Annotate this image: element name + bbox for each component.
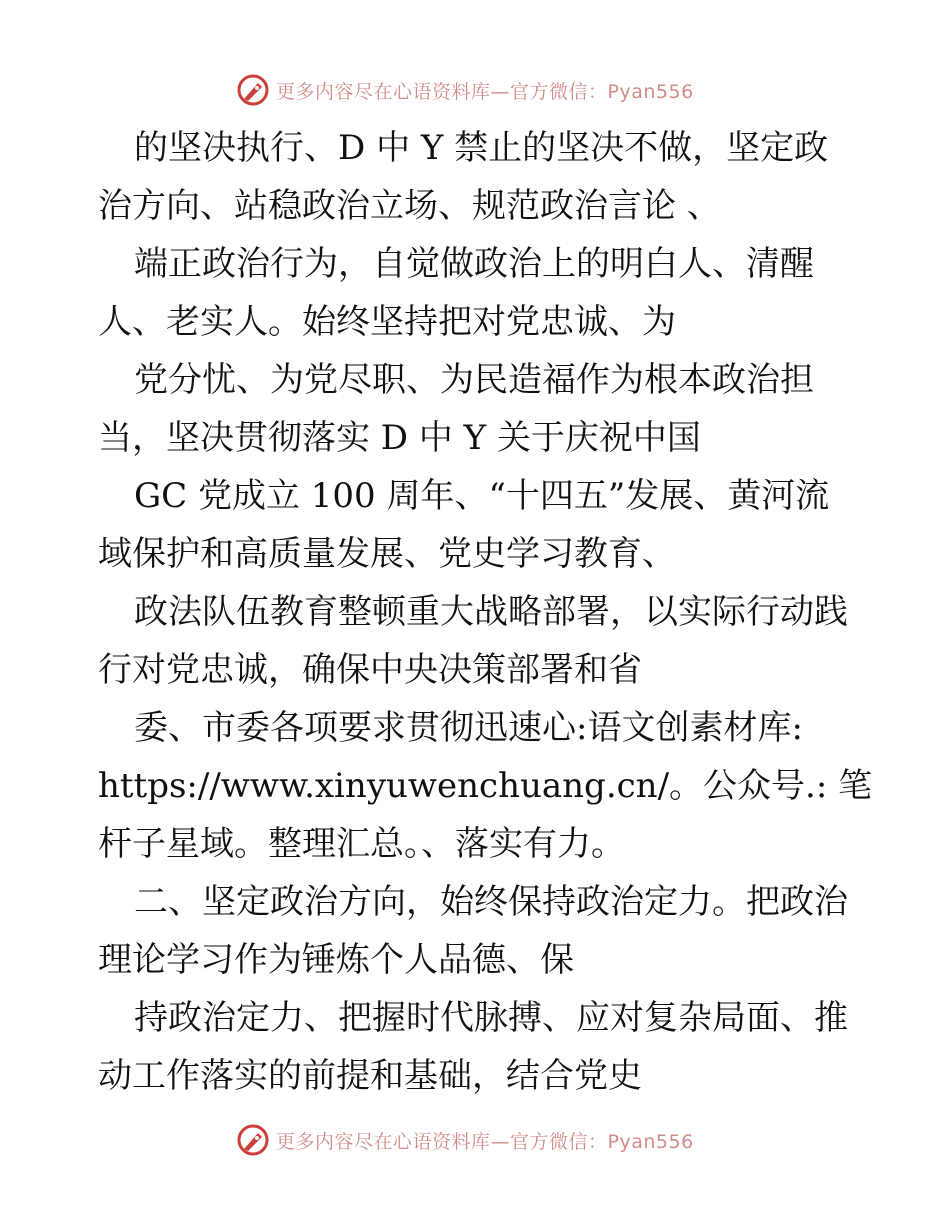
text-line: 行对党忠诚，确保中央决策部署和省 [98,650,642,690]
footer-watermark [236,1122,694,1158]
pen-nib-logo-icon [236,1123,270,1157]
text-line: 二、坚定政治方向，始终保持政治定力。把政治 [134,882,848,922]
text-line: https://www.xinyuwenchuang.cn/。公众号.: 笔 [98,766,873,806]
text-line: 的坚决执行、D 中 Y 禁止的坚决不做，坚定政 [134,128,829,168]
text-line: 当，坚决贯彻落实 D 中 Y 关于庆祝中国 [98,418,701,458]
text-line: 党分忧、为党尽职、为民造福作为根本政治担 [134,360,814,400]
pen-nib-logo-icon [236,73,270,107]
watermark-text: 更多内容尽在心语资料库—官方微信：Pyan556 [276,1130,694,1153]
header-watermark [236,72,694,108]
text-line: 端正政治行为，自觉做政治上的明白人、清醒 [134,244,814,284]
text-line: 治方向、站稳政治立场、规范政治言论 、 [98,186,721,226]
watermark-text: 更多内容尽在心语资料库—官方微信：Pyan556 [276,80,694,103]
text-line: 杆子星域。整理汇总。、落实有力。 [98,824,625,864]
text-line: 委、市委各项要求贯彻迅速心:语文创素材库: [134,708,803,748]
text-line: 政法队伍教育整顿重大战略部署，以实际行动践 [134,592,848,632]
text-line: GC 党成立 100 周年、“十四五”发展、黄河流 [134,476,830,516]
text-line: 持政治定力、把握时代脉搏、应对复杂局面、推 [134,998,848,1038]
text-line: 动工作落实的前提和基础，结合党史 [98,1056,642,1096]
text-line: 域保护和高质量发展、党史学习教育、 [98,534,676,574]
text-line: 理论学习作为锤炼个人品德、保 [98,940,574,980]
text-line: 人、老实人。始终坚持把对党忠诚、为 [98,302,676,342]
